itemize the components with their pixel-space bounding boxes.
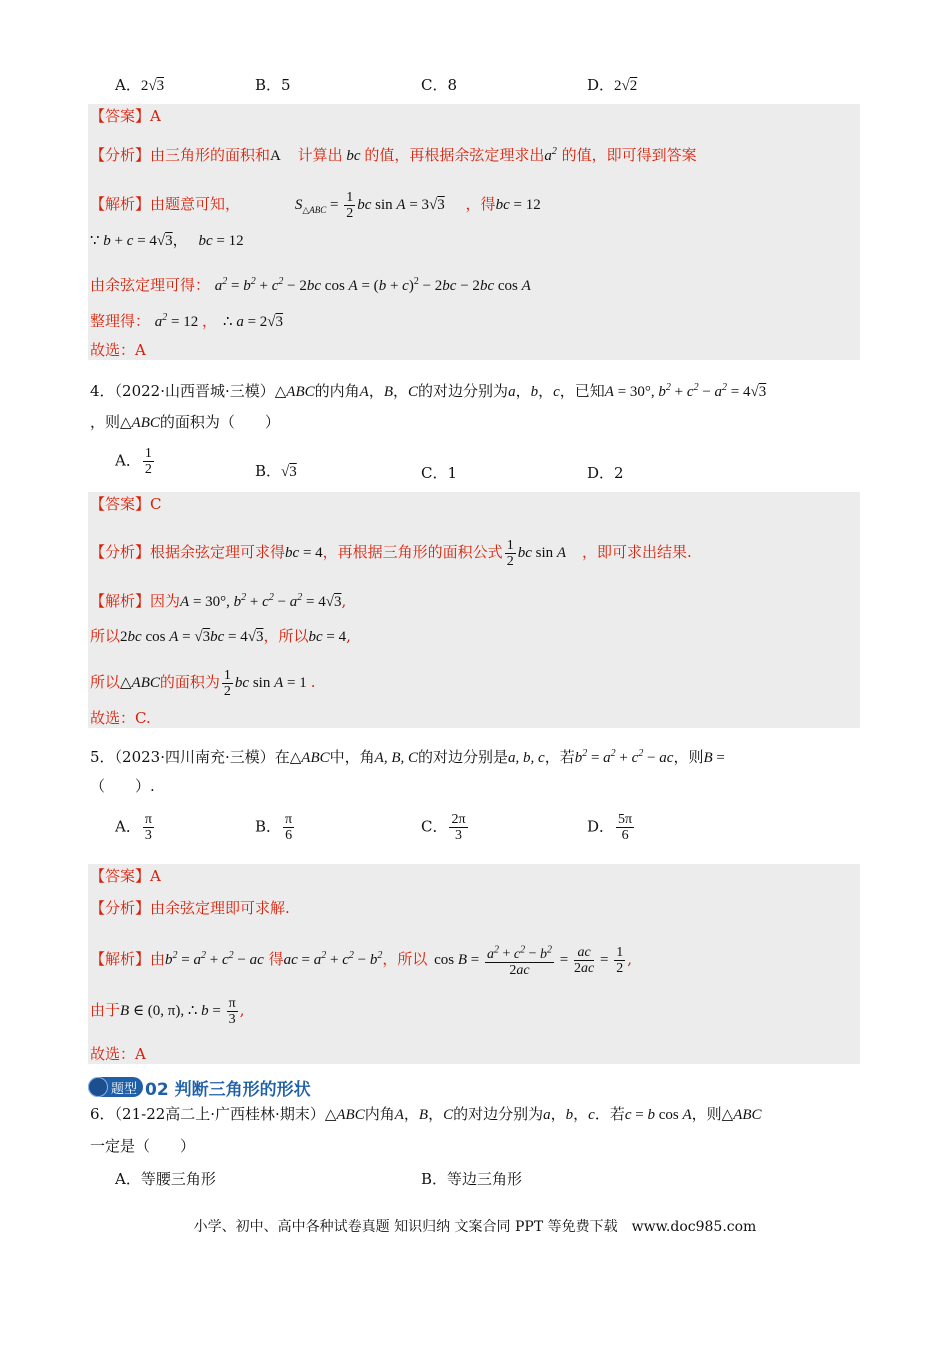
q4-solution-line4: 故选：C.	[90, 709, 151, 727]
q3-solution-line5: 故选：A	[90, 341, 146, 359]
q3-solution-line2: ∵ b + c = 4√3， bc = 12	[90, 233, 244, 249]
badge-dot-icon	[88, 1077, 108, 1097]
q4-option-a: A． $\frac{1}{2}$	[115, 446, 152, 477]
q3-solution-line4: 整理得： $a^2 = 12$ ， ∴ a = 2√3	[90, 312, 284, 330]
page-footer: 小学、初中、高中各种试卷真题 知识归纳 文案合同 PPT 等免费下载 www.doc985.com	[193, 1219, 757, 1235]
q6-stem-line2: 一定是（ ）	[90, 1137, 196, 1155]
q3-option-a: A．2√3	[115, 76, 165, 94]
q4-solution-line3: 所以△ABC的面积为 $\frac{1}{2}$ bc sin A = 1 .	[90, 667, 316, 699]
q3-option-c: C．8	[421, 76, 458, 94]
q4-analysis: 【分析】根据余弦定理可求得bc = 4，再根据三角形的面积公式 $\frac{1}{2}$ bc sin A ，即可求出结果.	[90, 537, 692, 569]
q4-option-b: B．√3	[255, 462, 297, 480]
q3-analysis: 【分析】由三角形的面积和A 计算出 bc 的值，再根据余弦定理求出$a^2$ 的值，即可得到答案	[90, 146, 697, 164]
q4-option-c: C．1	[421, 464, 458, 482]
q4-option-d: D．2	[587, 464, 624, 482]
section-heading	[88, 1074, 311, 1100]
section-title: 02 判断三角形的形状	[145, 1079, 311, 1100]
q4-answer: 【答案】C	[90, 495, 162, 513]
q5-option-d: D． $\frac{5\pi}{6}$	[587, 812, 633, 843]
q4-stem-line1: 4．（2022·山西晋城·三模）△ABC的内角A，B，C的对边分别为a，b，c，已知A = 30°, $b^2 + c^2 - a^2 = 4√3$	[90, 382, 767, 400]
q5-solution-line3: 故选：A	[90, 1045, 146, 1063]
q3-answer: 【答案】A	[90, 107, 161, 125]
q5-stem-line1: 5．（2023·四川南充·三模）在△ABC中，角A, B, C的对边分别是a, b, c，若$b^2 = a^2 + c^2$ − ac，则B =	[90, 748, 725, 766]
q4-solution-line1: 【解析】因为A = 30°, $b^2 + c^2 - a^2 = 4√3$,	[90, 592, 347, 610]
q3-option-b: B．5	[255, 76, 291, 94]
q4-stem-line2: ，则△ABC的面积为（ ）	[90, 413, 280, 431]
q3-solution-line1: 【解析】由题意可知， $S_{\triangle ABC}$ = $\frac{1}{2}$ bc sin A = 3√3 ，得bc = 12	[90, 189, 541, 221]
q4-solution-line2: 所以2bc cos A = √3bc = 4√3，所以bc = 4,	[90, 627, 351, 645]
q6-option-b: B．等边三角形	[421, 1170, 523, 1188]
q6-stem-line1: 6．（21-22高二上·广西桂林·期末）△ABC内角A，B，C的对边分别为a，b，c．若c = b cos A，则△ABC	[90, 1105, 762, 1123]
q5-stem-line2: （ ）.	[90, 777, 155, 795]
q3-option-d: D．2√2	[587, 76, 638, 94]
q5-option-b: B． $\frac{\pi}{6}$	[255, 812, 293, 843]
q5-solution-line1: 【解析】由$b^2 = a^2 + c^2$ − ac 得ac = $a^2 + c^2 - b^2$，所以 cos B = $\frac{a^2 + c^2 - b^2}{2ac}$ = $\frac{ac}{2ac}$ = $\frac{1}{2}$ ,	[90, 944, 632, 978]
q3-solution-line3: 由余弦定理可得： $a^2 = b^2 + c^2 - 2bc$ $\cos A = (b + c)^2 - 2bc - 2bc$ cos A	[90, 276, 531, 294]
q5-solution-line2: 由于B ∈ (0, π), ∴ b = $\frac{\pi}{3}$ ,	[90, 995, 245, 1027]
section-badge: 题型	[88, 1077, 143, 1097]
q5-answer: 【答案】A	[90, 867, 161, 885]
q5-option-c: C． $\frac{2\pi}{3}$	[421, 812, 466, 843]
q5-option-a: A． $\frac{\pi}{3}$	[115, 812, 152, 843]
q5-analysis: 【分析】由余弦定理即可求解.	[90, 899, 290, 917]
q6-option-a: A．等腰三角形	[115, 1170, 216, 1188]
